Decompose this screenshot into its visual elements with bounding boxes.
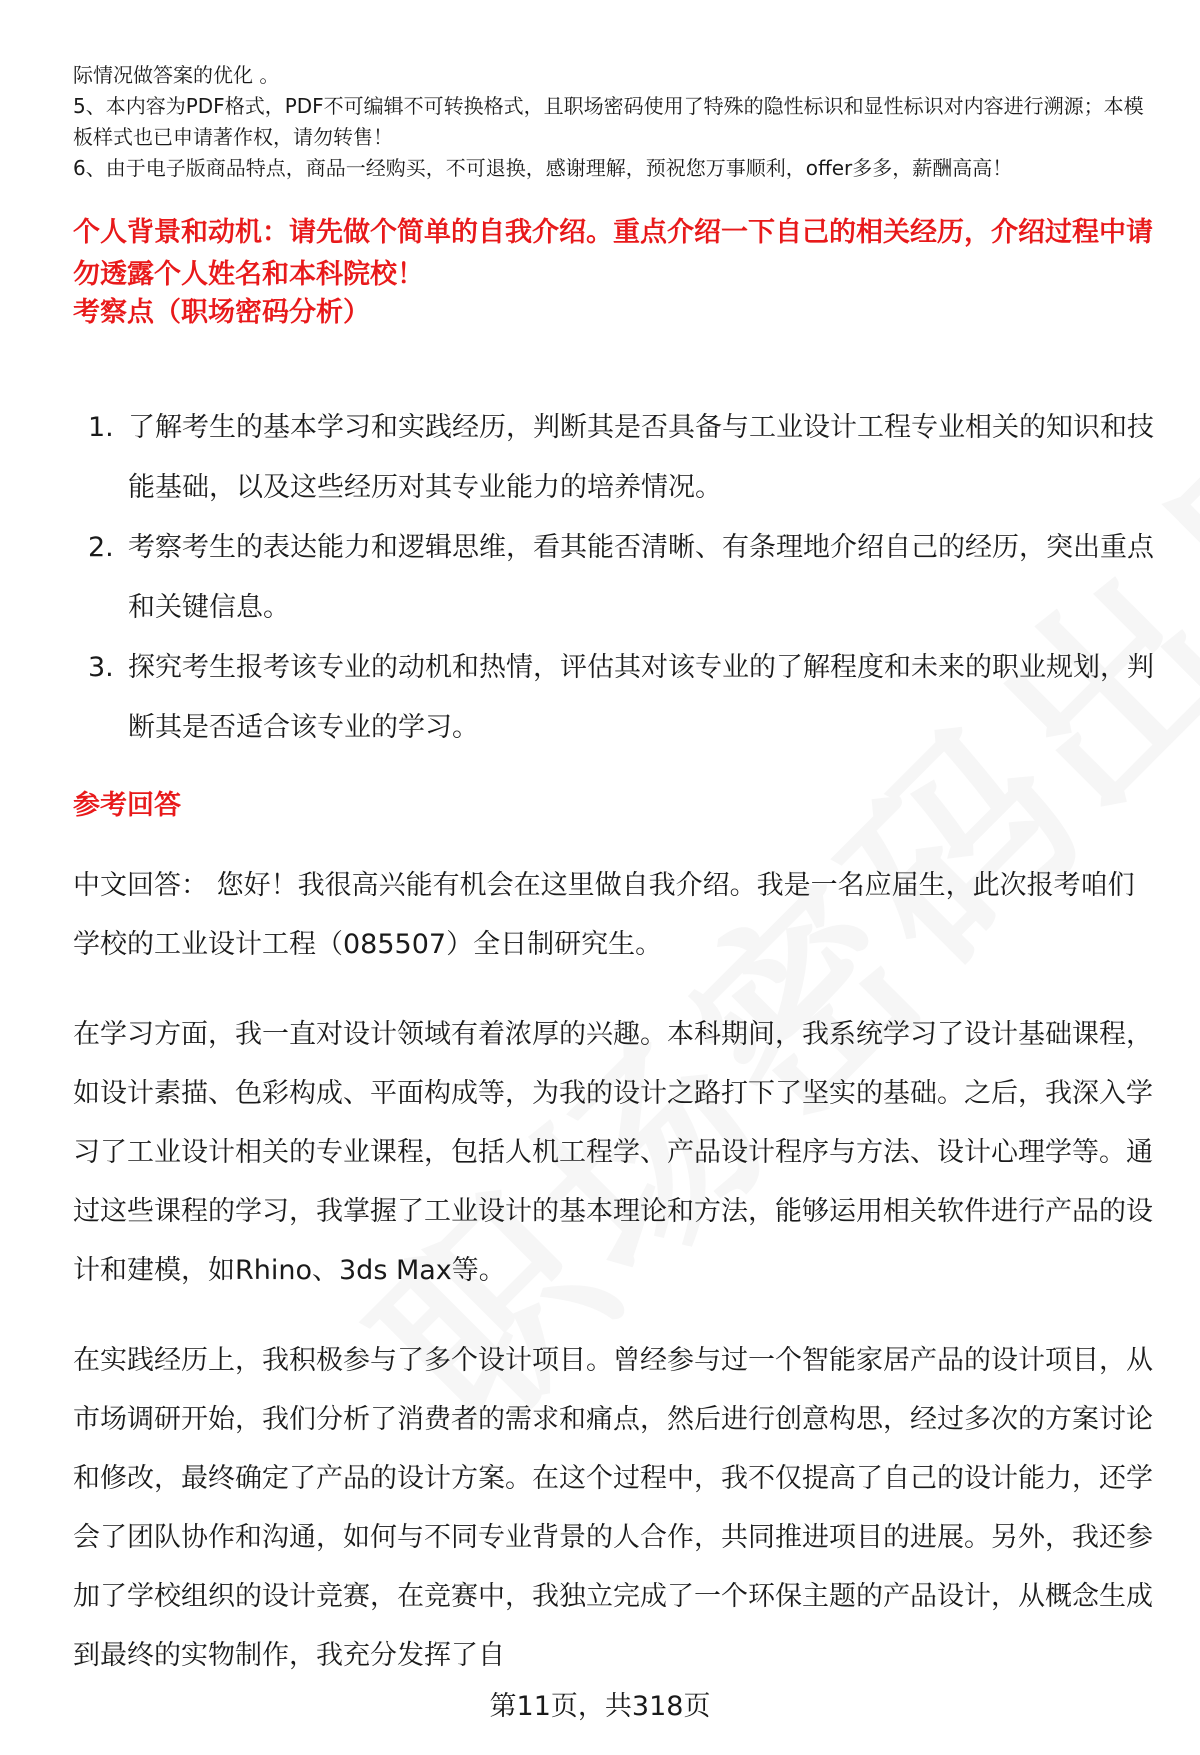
page-number: 第11页，共318页	[489, 1691, 711, 1722]
list-number: 2.	[88, 532, 114, 563]
analysis-points	[80, 398, 1160, 758]
list-number: 1.	[88, 412, 114, 443]
note-line: 6、由于电子版商品特点，商品一经购买，不可退换，感谢理解，预祝您万事顺利，offer多多，薪酬高高！	[73, 156, 1013, 180]
note-line: 5、本内容为PDF格式，PDF不可编辑不可转换格式，且职场密码使用了特殊的隐性标识和显性标识对内容进行溯源；本模板样式也已申请著作权，请勿转售！	[73, 94, 1144, 149]
answer-heading: 参考回答	[73, 790, 181, 821]
list-item	[80, 638, 1160, 758]
list-item	[80, 518, 1160, 638]
answer-paragraph: 中文回答： 您好！我很高兴能有机会在这里做自我介绍。我是一名应届生，此次报考咱们学校的工业设计工程（085507）全日制研究生。	[73, 870, 1135, 960]
list-text: 考察考生的表达能力和逻辑思维，看其能否清晰、有条理地介绍自己的经历，突出重点和关键信息。	[128, 532, 1154, 623]
note-line: 际情况做答案的优化 。	[73, 63, 280, 87]
analysis-heading: 考察点（职场密码分析）	[73, 297, 370, 328]
list-number: 3.	[88, 652, 114, 683]
question-title: 个人背景和动机：请先做个简单的自我介绍。重点介绍一下自己的相关经历，介绍过程中请勿透露个人姓名和本科院校！	[73, 217, 1153, 290]
list-item	[80, 398, 1160, 518]
list-text: 探究考生报考该专业的动机和热情，评估其对该专业的了解程度和未来的职业规划，判断其是否适合该专业的学习。	[128, 652, 1154, 743]
list-text: 了解考生的基本学习和实践经历，判断其是否具备与工业设计工程专业相关的知识和技能基础，以及这些经历对其专业能力的培养情况。	[128, 412, 1154, 503]
answer-paragraph: 在实践经历上，我积极参与了多个设计项目。曾经参与过一个智能家居产品的设计项目，从市场调研开始，我们分析了消费者的需求和痛点，然后进行创意构思，经过多次的方案讨论和修改，最终确定了产品的设计方案。在这个过程中，我不仅提高了自己的设计能力，还学会了团队协作和沟通，如何与不同专业背景的人合作，共同推进项目的进展。另外，我还参加了学校组织的设计竞赛，在竞赛中，我独立完成了一个环保主题的产品设计，从概念生成到最终的实物制作，我充分发挥了自	[73, 1345, 1153, 1671]
notes-block	[73, 60, 1163, 184]
answer-paragraph: 在学习方面，我一直对设计领域有着浓厚的兴趣。本科期间，我系统学习了设计基础课程，如设计素描、色彩构成、平面构成等，为我的设计之路打下了坚实的基础。之后，我深入学习了工业设计相关的专业课程，包括人机工程学、产品设计程序与方法、设计心理学等。通过这些课程的学习，我掌握了工业设计的基本理论和方法，能够运用相关软件进行产品的设计和建模，如Rhino、3ds Max等。	[73, 1019, 1153, 1286]
